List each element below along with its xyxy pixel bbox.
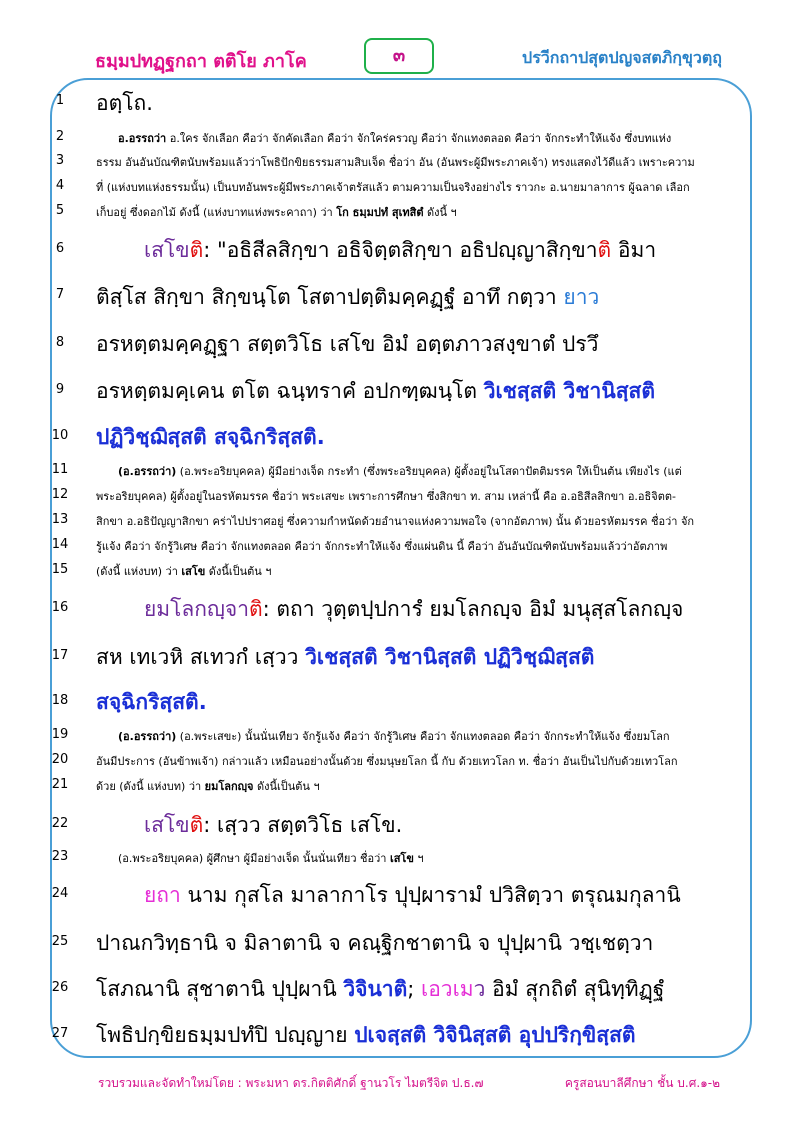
line-number: 18 [51,693,69,708]
line-number: 4 [55,178,65,193]
line-number: 12 [51,487,69,502]
text-line: รู้แจ้ง คือว่า จักรู้วิเศษ คือว่า จักแทงตลอด คือว่า จักกระทำให้แจ้ง ซึ่งแผ่นดิน นี้ คือว่า อันอันบัณฑิตนับพร้อมแล้วว่าอัตภาพ [96,540,668,553]
line-number: 22 [51,816,69,831]
text-line: อ.อรรถว่า อ.ใคร จักเลือก คือว่า จักคัดเลือก คือว่า จักใคร่ครวญ คือว่า จักแทงตลอด คือว่า จักกระทำให้แจ้ง ซึ่งบทแห่ง [118,132,672,145]
text-line: อรหตฺตมคฺเคน ตโต ฉนฺทราคํ อปกฑฺฒนฺโต วิเชสฺสติ วิชานิสฺสติ [96,379,655,403]
text-line: ที่ (แห่งบทแห่งธรรมนั้น) เป็นบทอันพระผู้มีพระภาคเจ้าตรัสแล้ว ตามความเป็นจริงอย่างไร ราวกะ อ.นายมาลาการ ผู้ฉลาด เลือก [96,181,690,194]
line-number: 13 [51,512,69,527]
line-number: 14 [51,537,69,552]
line-number: 7 [55,287,65,302]
text-line: (อ.อรรถว่า) (อ.พระเสขะ) นั้นนั่นเทียว จักรู้แจ้ง คือว่า จักรู้วิเศษ คือว่า จักแทงตลอด คือว่า จักกระทำให้แจ้ง ซึ่งยมโลก [118,730,670,743]
text-line: (อ.พระอริยบุคคล) ผู้ศึกษา ผู้มีอย่างเจ็ด นั้นนั่นเทียว ชื่อว่า เสโข ฯ [118,852,424,865]
story-title: ปรวีกถาปสุตปญจสตภิกฺขุวตฺถุ [522,48,722,67]
text-line: อันมีประการ (อันข้าพเจ้า) กล่าวแล้ว เหมือนอย่างนั้นด้วย ซึ่งมนุษยโลก นี้ กับ ด้วยเทวโลก ท. ชื่อว่า อันเป็นไปกับด้วยเทวโลก [96,755,678,768]
text-line: อรหตฺตมคฺคฏฺฐา สตฺตวิโธ เสโข อิมํ อตฺตภาวสงฺขาตํ ปรวึ [96,332,599,356]
line-number: 20 [51,752,69,767]
text-line: ยมโลกญฺจาติ: ตถา วุตฺตปฺปการํ ยมโลกญฺจ อิมํ มนุสฺสโลกญฺจ [144,597,684,621]
text-line: เก็บอยู่ ซึ่งดอกไม้ ดังนี้ (แห่งบาทแห่งพระคาถา) ว่า โก ธมฺมปทํ สุเทสิตํ ดังนี้ ฯ [96,206,457,219]
line-number: 6 [55,241,65,256]
page-number-badge: ๓ [364,38,434,74]
line-number: 26 [51,980,69,995]
line-number: 27 [51,1026,69,1041]
text-line: ปาณกวิทฺธานิ จ มิลาตานิ จ คณฺฐิกชาตานิ จ ปุปฺผานิ วชฺเชตฺวา [96,931,654,955]
line-number: 10 [51,428,69,443]
line-number: 24 [51,886,69,901]
book-title: ธมฺมปทฏฺฐกถา ตติโย ภาโค [95,51,307,72]
text-line: โพธิปกฺขิยธมฺมปทํปิ ปญฺญาย ปเจสฺสติ วิจินิสฺสติ อุปปริกฺขิสฺสติ [96,1023,636,1047]
line-number: 5 [55,203,65,218]
line-number: 2 [55,129,65,144]
text-line: ธรรม อันอันบัณฑิตนับพร้อมแล้วว่าโพธิปักขิยธรรมสามสิบเจ็ด ชื่อว่า อัน (อันพระผู้มีพระภาคเจ้า) ทรงแสดงไว้ดีแล้ว เพราะความ [96,156,695,169]
line-number: 16 [51,600,69,615]
footer-level: ครูสอนบาลีศึกษา ชั้น บ.ศ.๑-๒ [564,1076,720,1090]
text-line: สิกขา อ.อธิปัญญาสิกขา คร่าไปปราศอยู่ ซึ่งความกำหนัดด้วยอำนาจแห่งความพอใจ (จากอัตภาพ) นั้น ด้วยอรหัตมรรค ชื่อว่า จัก [96,515,695,528]
line-number: 15 [51,562,69,577]
line-number: 25 [51,934,69,949]
text-line: ติสฺโส สิกฺขา สิกฺขนฺโต โสตาปตฺติมคฺคฏฺฐํ อาทึ กตฺวา ยาว [96,285,600,309]
line-number: 23 [51,849,69,864]
text-line: เสโขติ: "อธิสีลสิกฺขา อธิจิตฺตสิกฺขา อธิปญฺญาสิกฺขาติ อิมา [144,238,657,262]
line-number: 19 [51,727,69,742]
line-number: 9 [55,382,65,397]
text-line: เสโขติ: เสฺวว สตฺตวิโธ เสโข. [144,813,403,837]
text-line: พระอริยบุคคล) ผู้ตั้งอยู่ในอรหัตมรรค ชื่อว่า พระเสขะ เพราะการศึกษา ซึ่งสิกขา ท. สาม เหล่านี้ คือ อ.อธิสีลสิกขา อ.อธิจิตต- [96,490,676,503]
text-line: อตฺโถ. [96,91,153,115]
line-number: 11 [51,462,69,477]
line-number: 21 [51,777,69,792]
text-line: (ดังนี้ แห่งบท) ว่า เสโข ดังนี้เป็นต้น ฯ [96,565,272,578]
text-line: สจฺฉิกริสฺสติ. [96,690,207,714]
line-number: 8 [55,335,65,350]
text-line: (อ.อรรถว่า) (อ.พระอริยบุคคล) ผู้มีอย่างเจ็ด กระทำ (ซึ่งพระอริยบุคคล) ผู้ตั้งอยู่ในโสดาปัตติมรรค ให้เป็นต้น เพียงไร (แต่ [118,465,682,478]
text-line: ปฏิวิชฺฌิสฺสติ สจฺฉิกริสฺสติ. [96,425,325,449]
text-line: ยถา นาม กุสโล มาลากาโร ปุปฺผารามํ ปวิสิตฺวา ตรุณมกุลานิ [144,883,681,907]
text-line: ด้วย (ดังนี้ แห่งบท) ว่า ยมโลกญฺจ ดังนี้เป็นต้น ฯ [96,780,320,793]
text-line: โสภณานิ สุชาตานิ ปุปฺผานิ วิจินาติ; เอวเมว อิมํ สุกถิตํ สุนิทฺทิฏฺฐํ [96,977,665,1001]
line-number: 3 [55,153,65,168]
footer-compiler: รวบรวมและจัดทำใหม่โดย : พระมหา ดร.กิตติศักดิ์ ฐานวโร ไมตรีจิต ป.ธ.๗ [98,1076,484,1090]
line-number: 1 [55,93,65,108]
line-number: 17 [51,648,69,663]
text-line: สห เทเวหิ สเทวกํ เสฺวว วิเชสฺสติ วิชานิสฺสติ ปฏิวิชฺฌิสฺสติ [96,645,595,669]
